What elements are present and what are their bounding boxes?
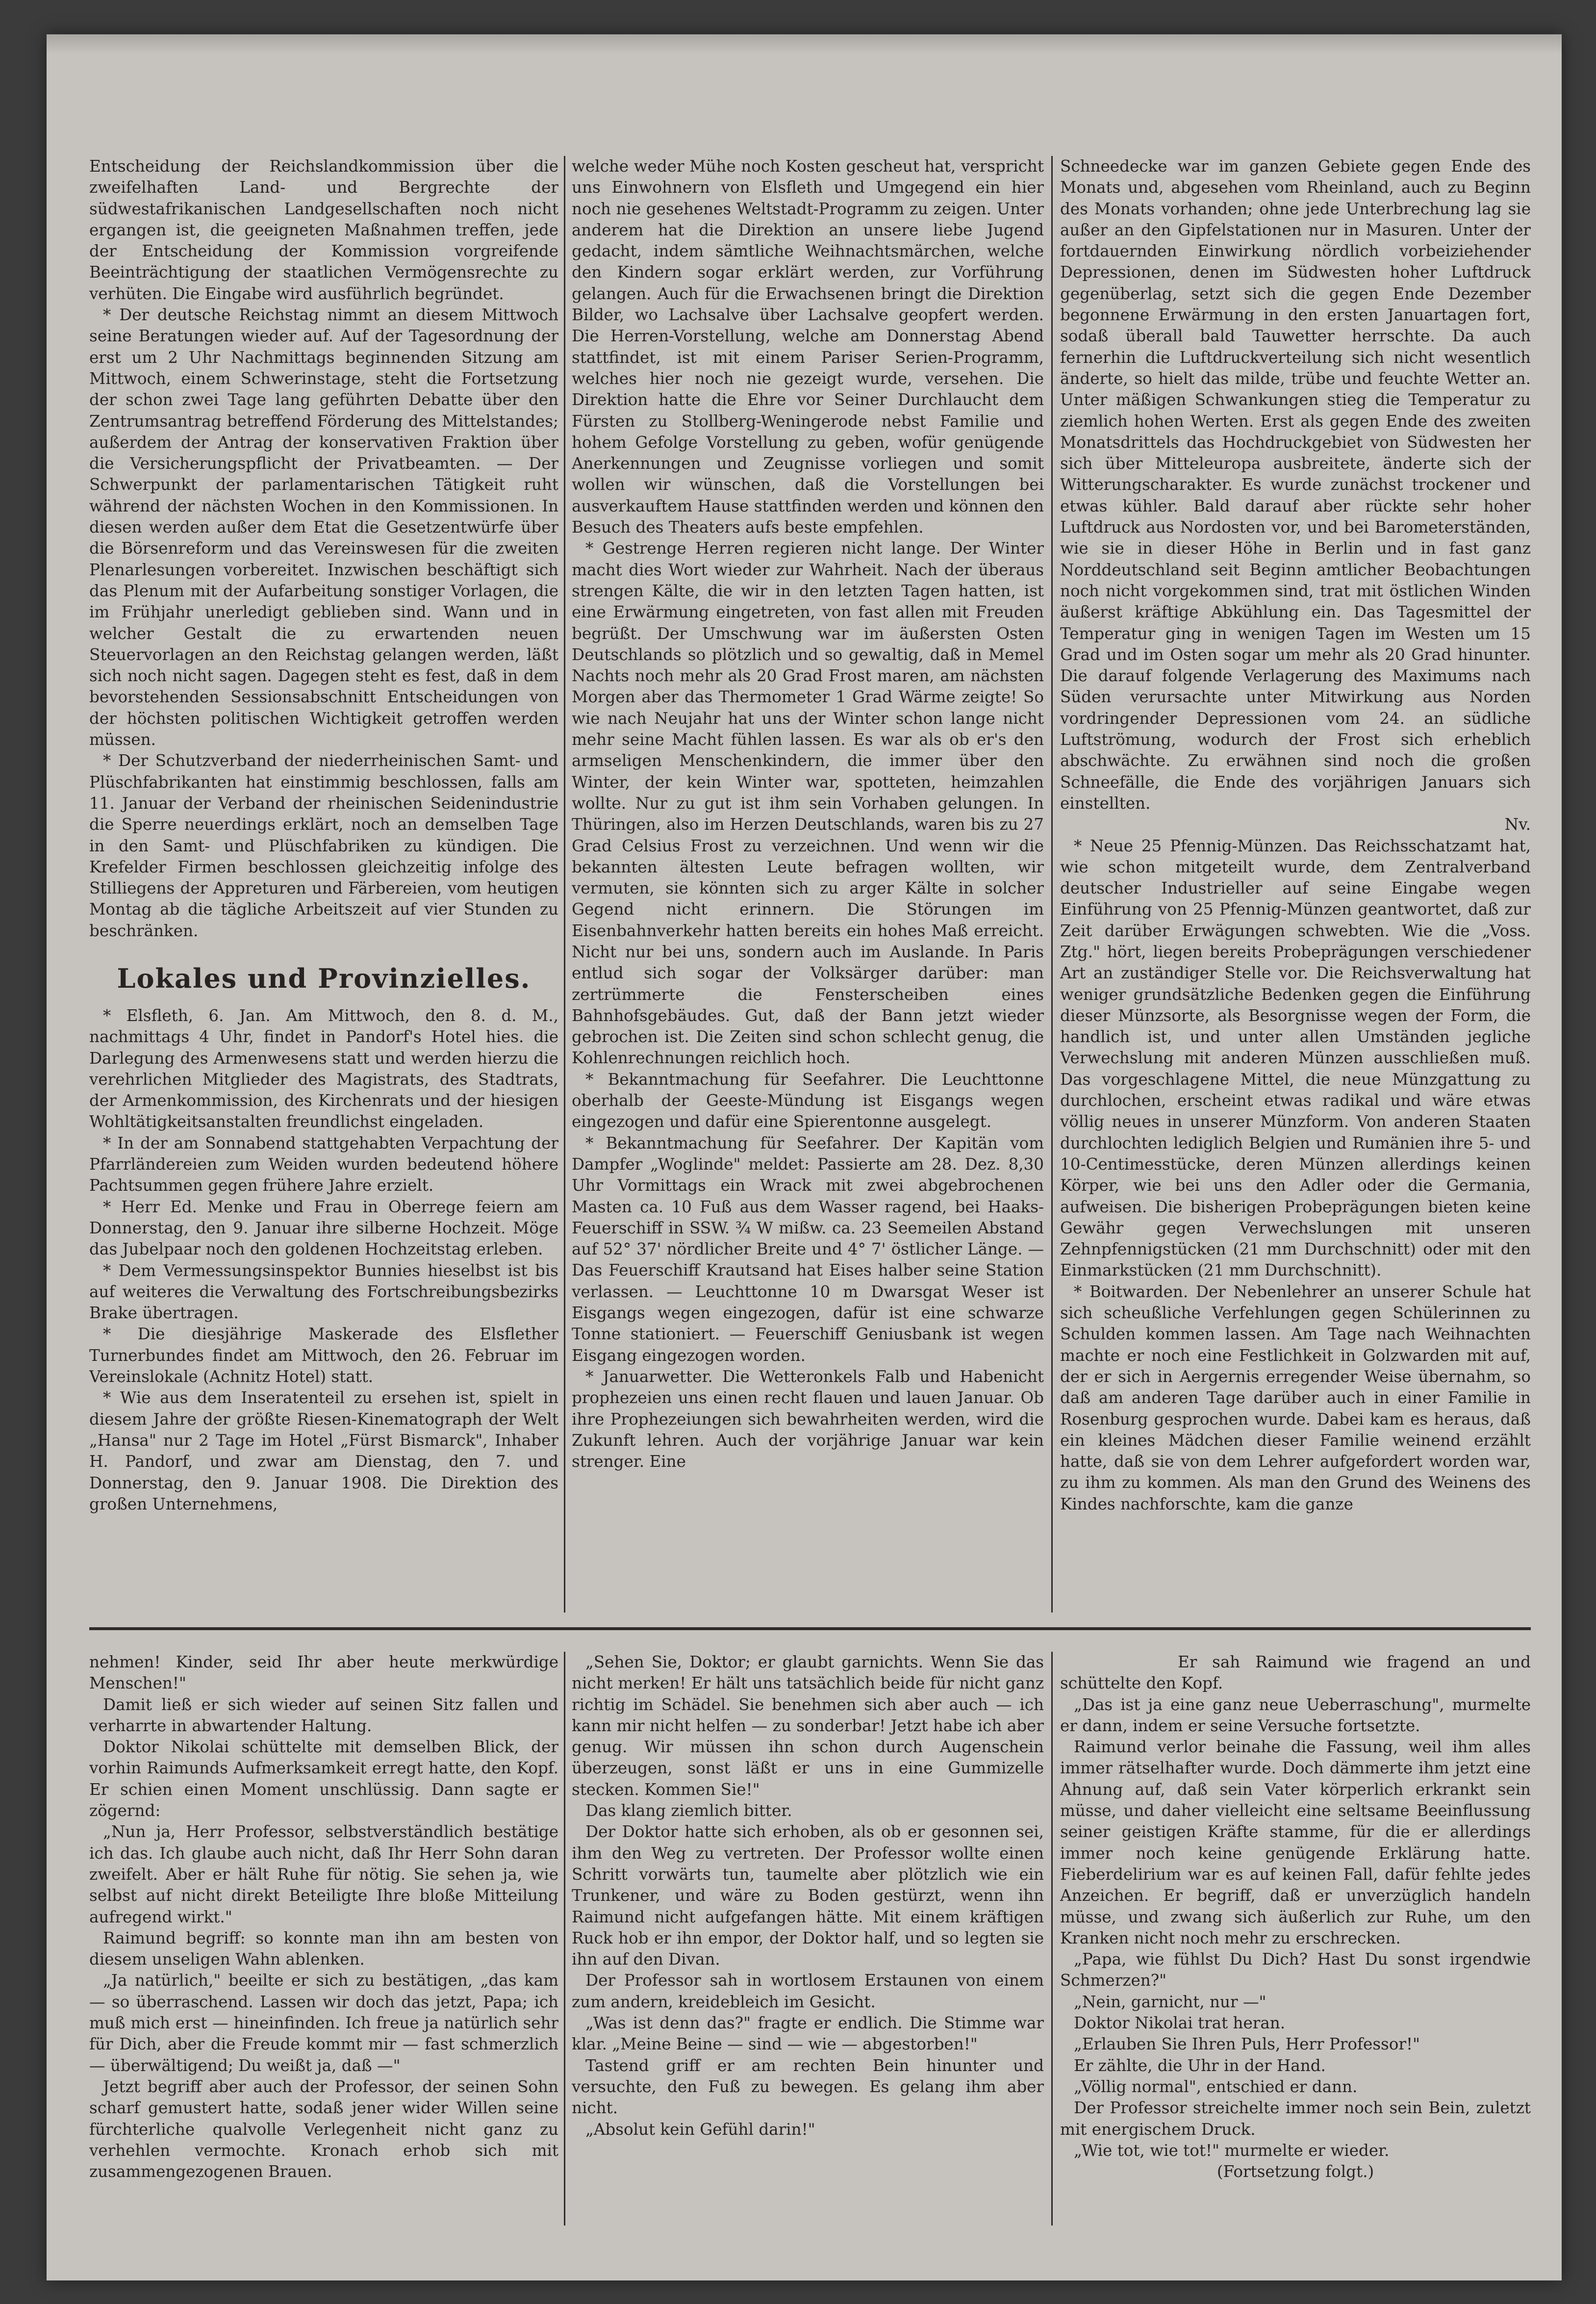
column-divider (564, 156, 565, 1613)
continuation-note: (Fortsetzung folgt.) (1216, 2162, 1374, 2181)
story-paragraph: nehmen! Kinder, seid Ihr aber heute merkwürdige Menschen!" (89, 1653, 558, 1693)
story-paragraph: Der Professor sah in wortlosem Erstaunen von einem zum andern, kreidebleich im Gesicht. (572, 1971, 1044, 2011)
column-5 (572, 1652, 1044, 2226)
story-paragraph: „Erlauben Sie Ihren Puls, Herr Professor!" (1074, 2035, 1420, 2054)
story-paragraph: Jetzt begriff aber auch der Professor, der seinen Sohn scharf gemustert hatte, sodaß jener wider Willen seine fürchterliche qualvolle Verlegenheit nicht ganz zu verhehlen vermochte. Kronach erhob sich mit zusammengezogenen Brauen. (89, 2077, 558, 2181)
story-paragraph: „Das ist ja eine ganz neue Ueberraschung", murmelte er dann, indem er seine Versuche fortsetzte. (1060, 1695, 1531, 1735)
column-6 (1060, 1652, 1531, 2226)
story-paragraph: „Wie tot, wie tot!" murmelte er wieder. (1074, 2141, 1390, 2160)
column-1 (89, 156, 558, 1613)
story-paragraph: „Sehen Sie, Doktor; er glaubt garnichts. Wenn Sie das nicht merken! Er hält uns tatsächlich beide für nicht ganz richtig im Schädel. Sie benehmen sich aber auch — ich kann mir nicht helfen — zu sonderbar! Jetzt habe ich aber genug. Wir müssen ihn schon durch Augenschein überzeugen, sonst läßt er uns in eine Gummizelle stecken. Kommen Sie!" (572, 1653, 1044, 1799)
article-paragraph: * In der am Sonnabend stattgehabten Verpachtung der Pfarrländereien zum Weiden wurden bedeutend höhere Pachtsummen gegen frühere Jahre erzielt. (89, 1133, 558, 1195)
story-paragraph: „Papa, wie fühlst Du Dich? Hast Du sonst irgendwie Schmerzen?" (1060, 1950, 1531, 1990)
story-paragraph: „Nein, garnicht, nur —" (1074, 1992, 1267, 2011)
article-paragraph: Schneedecke war im ganzen Gebiete gegen Ende des Monats und, abgesehen vom Rheinland, auch zu Beginn des Monats vorhanden; ohne jede Unterbrechung lag sie außer an den Gipfelstationen nur in Masuren. Unter der fortdauernden Einwirkung nördlich vorbeiziehender Depressionen, denen im Südwesten hoher Luftdruck gegenüberlag, setzt sich die gegen Ende Dezember begonnene Erwärmung in den ersten Januartagen fort, sodaß überall bald Tauwetter herrschte. Da auch fernerhin die Luftdruckverteilung sich nicht wesentlich änderte, so hielt das milde, trübe und feuchte Wetter an. Unter mäßigen Schwankungen stieg die Temperatur zu ziemlich hohen Werten. Erst als gegen Ende des zweiten Monatsdrittels das Hochdruckgebiet von Südwesten her sich über Mitteleuropa ausbreitete, änderte sich der Witterungscharakter. Es wurde zunächst trockener und etwas kühler. Bald darauf aber rückte sehr hoher Luftdruck aus Nordosten vor, und bei Barometerständen, wie sie in dieser Höhe in Berlin und in fast ganz Norddeutschland seit Beginn amtlicher Beobachtungen noch nicht vorgekommen sind, trat mit östlichen Winden äußerst kräftige Abkühlung ein. Das Tagesmittel der Temperatur ging in wenigen Tagen im Westen um 15 Grad und im Osten sogar um mehr als 20 Grad hinunter. Die darauf folgende Verlagerung des Maximums nach Süden verursachte unter Mitwirkung aus Norden vordringender Depressionen vom 24. an südliche Luftströmung, wodurch der Frost sich erheblich abschwächte. Zu erwähnen sind noch die großen Schneefälle, die Ende des vorjährigen Januars sich einstellten. (1060, 157, 1531, 813)
section-divider (89, 1627, 1531, 1630)
story-paragraph: „Nun ja, Herr Professor, selbstverständlich bestätige ich das. Ich glaube auch nicht, daß Ihr Herr Sohn daran zweifelt. Aber er hält Ruhe für nötig. Sie sehen ja, wie selbst auf nicht direkt Beteiligte Ihre bloße Mitteilung aufregend wirkt." (89, 1822, 558, 1926)
story-paragraph: Doktor Nikolai schüttelte mit demselben Blick, der vorhin Raimunds Aufmerksamkeit erregt hatte, den Kopf. Er schien einen Moment unschlüssig. Dann sagte er zögernd: (89, 1738, 558, 1820)
story-paragraph: Das klang ziemlich bitter. (585, 1801, 792, 1820)
article-paragraph: * Dem Vermessungsinspektor Bunnies hieselbst ist bis auf weiteres die Verwaltung des Fortschreibungsbezirks Brake übertragen. (89, 1261, 558, 1323)
story-paragraph: Der Professor streichelte immer noch sein Bein, zuletzt mit energischem Druck. (1060, 2099, 1531, 2139)
article-paragraph: * Gestrenge Herren regieren nicht lange. Der Winter macht dies Wort wieder zur Wahrheit. Nach der überaus strengen Kälte, die wir in den letzten Tagen hatten, ist eine Erwärmung eingetreten, von fast allen mit Freuden begrüßt. Der Umschwung war im äußersten Osten Deutschlands so plötzlich und so gewaltig, daß in Memel Nachts noch mehr als 20 Grad Frost maren, am nächsten Morgen aber das Thermometer 1 Grad Wärme zeigte! So wie nach Neujahr hat uns der Winter schon lange nicht mehr seine Macht fühlen lassen. Es war als ob er's den armseligen Menschenkindern, die immer über den Winter, der kein Winter war, spotteten, heimzahlen wollte. Nur zu gut ist ihm sein Vorhaben gelungen. In Thüringen, also im Herzen Deutschlands, waren bis zu 27 Grad Celsius Frost zu verzeichnen. Und wenn wir die bekannten ältesten Leute befragen wollten, wir vermuten, sie könnten sich zu arger Kälte in solcher Gegend nicht erinnern. Die Störungen im Eisenbahnverkehr hatten bereits ein hohes Maß erreicht. Nicht nur bei uns, sondern auch im Auslande. In Paris entlud sich sogar der Volksärger darüber: man zertrümmerte die Fensterscheiben eines Bahnhofsgebäudes. Gut, daß der Bann jetzt wieder gebrochen ist. Die Zeiten sind schon schlecht genug, die Kohlenrechnungen reichlich hoch. (572, 539, 1044, 1068)
article-paragraph: * Bekanntmachung für Seefahrer. Die Leuchttonne oberhalb der Geeste-Mündung ist Eisgangs wegen eingezogen und dafür eine Spierentonne ausgelegt. (572, 1070, 1044, 1131)
article-paragraph: * Der deutsche Reichstag nimmt an diesem Mittwoch seine Beratungen wieder auf. Auf der Tagesordnung der erst um 2 Uhr Nachmittags beginnenden Sitzung am Mittwoch, einem Schwerinstage, steht die Fortsetzung der schon zwei Tage lang geführten Debatte über den Zentrumsantrag betreffend Förderung des Mittelstandes; außerdem der Antrag der konservativen Fraktion über die Versicherungspflicht der Privatbeamten. — Der Schwerpunkt der parlamentarischen Tätigkeit ruht während der nächsten Wochen in den Kommissionen. In diesen werden außer dem Etat die Gesetzentwürfe über die Börsenreform und das Vereinswesen für die zweiten Plenarlesungen vorbereitet. Inzwischen beschäftigt sich das Plenum mit der Aufarbeitung sonstiger Vorlagen, die im Frühjahr unerledigt geblieben sind. Wann und in welcher Gestalt die zu erwartenden neuen Steuervorlagen an den Reichstag gelangen werden, läßt sich noch nicht sagen. Dagegen steht es fest, daß in dem bevorstehenden Sessionsabschnitt Entscheidungen von der höchsten politischen Wichtigkeit getroffen werden müssen. (89, 306, 558, 749)
column-divider (564, 1652, 565, 2226)
story-paragraph: „Völlig normal", entschied er dann. (1074, 2077, 1358, 2096)
article-paragraph: Entscheidung der Reichslandkommission über die zweifelhaften Land- und Bergrechte der südwestafrikanischen Landgesellschaften noch nicht ergangen ist, die geeigneten Maßnahmen treffen, jede der Entscheidung der Kommission vorgreifende Beeinträchtigung der staatlichen Vermögensrechte zu verhüten. Die Eingabe wird ausführlich begründet. (89, 157, 558, 303)
story-paragraph: „Was ist denn das?" fragte er endlich. Die Stimme war klar. „Meine Beine — sind — wie — abgestorben!" (572, 2014, 1044, 2054)
column-divider (1051, 1652, 1053, 2226)
story-paragraph: „Ja natürlich," beeilte er sich zu bestätigen, „das kam — so überraschend. Lassen wir doch das jetzt, Papa; ich muß mich erst — hineinfinden. Ich freue ja natürlich sehr für Dich, aber die Freude kommt mir — fast schmerzlich — überwältigend; Du weißt ja, daß —" (89, 1971, 558, 2075)
story-paragraph: Raimund begriff: so konnte man ihn am besten von diesem unseligen Wahn ablenken. (89, 1928, 558, 1969)
column-2 (572, 156, 1044, 1613)
article-paragraph: * Januarwetter. Die Wetteronkels Falb und Habenicht prophezeien uns einen recht flauen und lauen Januar. Ob ihre Prophezeiungen sich bewahrheiten werden, wird die Zukunft lehren. Auch der vorjährige Januar war kein strenger. Eine (572, 1367, 1044, 1471)
article-paragraph: welche weder Mühe noch Kosten gescheut hat, verspricht uns Einwohnern von Elsfleth und Umgegend ein hier noch nie gesehenes Weltstadt-Programm zu zeigen. Unter anderem hat die Direktion an unsere liebe Jugend gedacht, indem sämtliche Weihnachtsmärchen, welche den Kindern sogar erklärt werden, zur Vorführung gelangen. Auch für die Erwachsenen bringt die Direktion Bilder, wo Lachsalve über Lachsalve geopfert werden. Die Herren-Vorstellung, welche am Donnerstag Abend stattfindet, ist mit einem Pariser Serien-Programm, welches hier noch nie gezeigt wurde, versehen. Die Direktion hatte die Ehre vor Seiner Durchlaucht dem Fürsten zu Stollberg-Weningerode nebst Familie und hohem Gefolge Vorstellung zu geben, wofür genügende Anerkennungen und Zeugnisse vorliegen und somit wollen wir wünschen, daß die Vorstellungen bei ausverkauftem Hause stattfinden werden und können den Besuch des Theaters aufs beste empfehlen. (572, 157, 1044, 537)
column-divider (1051, 156, 1053, 1613)
article-paragraph: * Der Schutzverband der niederrheinischen Samt- und Plüschfabrikanten hat einstimmig beschlossen, falls am 11. Januar der Verband der rheinischen Seidenindustrie die Sperre neuerdings erklärt, noch an demselben Tage in den Samt- und Plüschfabriken zu kündigen. Die Krefelder Firmen beschlossen gleichzeitig infolge des Stilliegens der Appreturen und Färbereien, vom heutigen Montag ab die tägliche Arbeitszeit auf vier Stunden zu beschränken. (89, 751, 558, 940)
article-paragraph: * Boitwarden. Der Nebenlehrer an unserer Schule hat sich scheußliche Verfehlungen gegen Schülerinnen zu Schulden kommen lassen. Am Tage nach Weihnachten machte er noch eine Festlichkeit in Golzwarden mit auf, der er sich in Aergernis erregender Weise übernahm, so daß am anderen Tage darüber auch in einer Familie in Rosenburg gesprochen wurde. Dabei kam es heraus, daß ein kleines Mädchen dieser Familie weinend erzählt hatte, daß sie von dem Lehrer aufgefordert worden war, zu ihm zu kommen. Als man den Grund des Weinens des Kindes nachforschte, kam die ganze (1060, 1282, 1531, 1513)
column-3 (1060, 156, 1531, 1613)
story-paragraph: Tastend griff er am rechten Bein hinunter und versuchte, den Fuß zu bewegen. Es gelang ihm aber nicht. (572, 2056, 1044, 2118)
story-paragraph: Der Doktor hatte sich erhoben, als ob er gesonnen sei, ihm den Weg zu vertreten. Der Professor wollte einen Schritt vorwärts tun, taumelte aber plötzlich wie ein Trunkener, und wäre zu Boden gestürzt, wenn ihn Raimund nicht aufgefangen hätte. Mit einem kräftigen Ruck hob er ihn empor, der Doktor half, und so legten sie ihn auf den Divan. (572, 1822, 1044, 1969)
story-paragraph: „Absolut kein Gefühl darin!" (585, 2120, 815, 2139)
story-paragraph: Raimund verlor beinahe die Fassung, weil ihm alles immer rätselhafter wurde. Doch dämmerte ihm jetzt eine Ahnung auf, daß sein Vater körperlich erkrankt sein müsse, und daher vielleicht eine seltsame Beeinflussung seiner geistigen Kräfte stamme, für die er allerdings immer noch keine genügende Erklärung hatte. Fieberdelirium war es auf keinen Fall, dafür fehlte jedes Anzeichen. Er begriff, daß er unverzüglich handeln müsse, und zwang sich äußerlich zur Ruhe, um den Kranken nicht noch mehr zu erschrecken. (1060, 1738, 1531, 1947)
article-paragraph: * Wie aus dem Inseratenteil zu ersehen ist, spielt in diesem Jahre der größte Riesen-Kinematograph der Welt „Hansa" nur 2 Tage im Hotel „Fürst Bismarck", Inhaber H. Pandorf, und zwar am Dienstag, den 7. und Donnerstag, den 9. Januar 1908. Die Direktion des großen Unternehmens, (89, 1388, 558, 1513)
article-paragraph: * Neue 25 Pfennig-Münzen. Das Reichsschatzamt hat, wie schon mitgeteilt wurde, dem Zentralverband deutscher Industrieller auf seine Eingabe wegen Einführung von 25 Pfennig-Münzen geantwortet, daß zur Zeit darüber Erwägungen schwebten. Wie die „Voss. Ztg." hört, liegen bereits Probeprägungen verschiedener Art an zuständiger Stelle vor. Die Reichsverwaltung hat weniger grundsätzliche Bedenken gegen die Einführung dieser Münzsorte, als Besorgnisse wegen der Form, die handlich ist, und unter allen Umständen jegliche Verwechslung mit anderen Münzen ausschließen muß. Das vorgeschlagene Mittel, die neue Münzgattung zu durchlochen, erscheint etwas radikal und wäre etwas völlig neues in unserer Münzform. Von anderen Staaten durchlochten lediglich Belgien und Rumänien ihre 5- und 10-Centimesstücke, deren Münzen allerdings keinen Körper, wie bei uns den Adler oder die Germania, aufweisen. Die bisherigen Probeprägungen bieten keine Gewähr gegen Verwechslungen mit unseren Zehnpfennigstücken (21 mm Durchschnitt) oder mit den Einmarkstücken (21 mm Durchschnitt). (1060, 836, 1531, 1280)
story-paragraph: Doktor Nikolai trat heran. (1074, 2014, 1286, 2033)
column-4 (89, 1652, 558, 2226)
story-paragraph: Damit ließ er sich wieder auf seinen Sitz fallen und verharrte in abwartender Haltung. (89, 1695, 558, 1735)
article-paragraph: * Elsfleth, 6. Jan. Am Mittwoch, den 8. d. M., nachmittags 4 Uhr, findet in Pandorf's Hotel hies. die Darlegung des Armenwesens statt und werden hierzu die verehrlichen Mitglieder des Magistrats, des Stadtrats, der Armenkommission, des Kirchenrats und der hiesigen Wohltätigkeitsanstalten freundlichst eingeladen. (89, 1006, 558, 1131)
article-paragraph: * Herr Ed. Menke und Frau in Oberrege feiern am Donnerstag, den 9. Januar ihre silberne Hochzeit. Möge das Jubelpaar noch den goldenen Hochzeitstag erleben. (89, 1197, 558, 1259)
article-paragraph: * Die diesjährige Maskerade des Elsflether Turnerbundes findet am Mittwoch, den 26. Februar im Vereinslokale (Achnitz Hotel) statt. (89, 1325, 558, 1386)
section-heading: Lokales und Provinzielles. (117, 962, 531, 994)
author-signature: Nv. (1504, 815, 1531, 834)
story-paragraph: Er zählte, die Uhr in der Hand. (1074, 2056, 1326, 2075)
article-paragraph: * Bekanntmachung für Seefahrer. Der Kapitän vom Dampfer „Woglinde" meldet: Passierte am 28. Dez. 8,30 Uhr Vormittags ein Wrack mit zwei abgebrochenen Masten ca. 10 Fuß aus dem Wasser ragend, bei Haaks-Feuerschiff in SSW. ¾ W mißw. ca. 23 Seemeilen Abstand auf 52° 37' nördlicher Breite und 4° 7' östlicher Länge. — Das Feuerschiff Krautsand hat Eises halber seine Station verlassen. — Leuchttonne 10 m Dwarsgat Weser ist Eisgangs wegen eingezogen, dafür ist eine schwarze Tonne stationiert. — Feuerschiff Geniusbank ist wegen Eisgang eingezogen worden. (572, 1133, 1044, 1365)
story-paragraph: Er sah Raimund wie fragend an und schüttelte den Kopf. (1060, 1653, 1531, 1693)
